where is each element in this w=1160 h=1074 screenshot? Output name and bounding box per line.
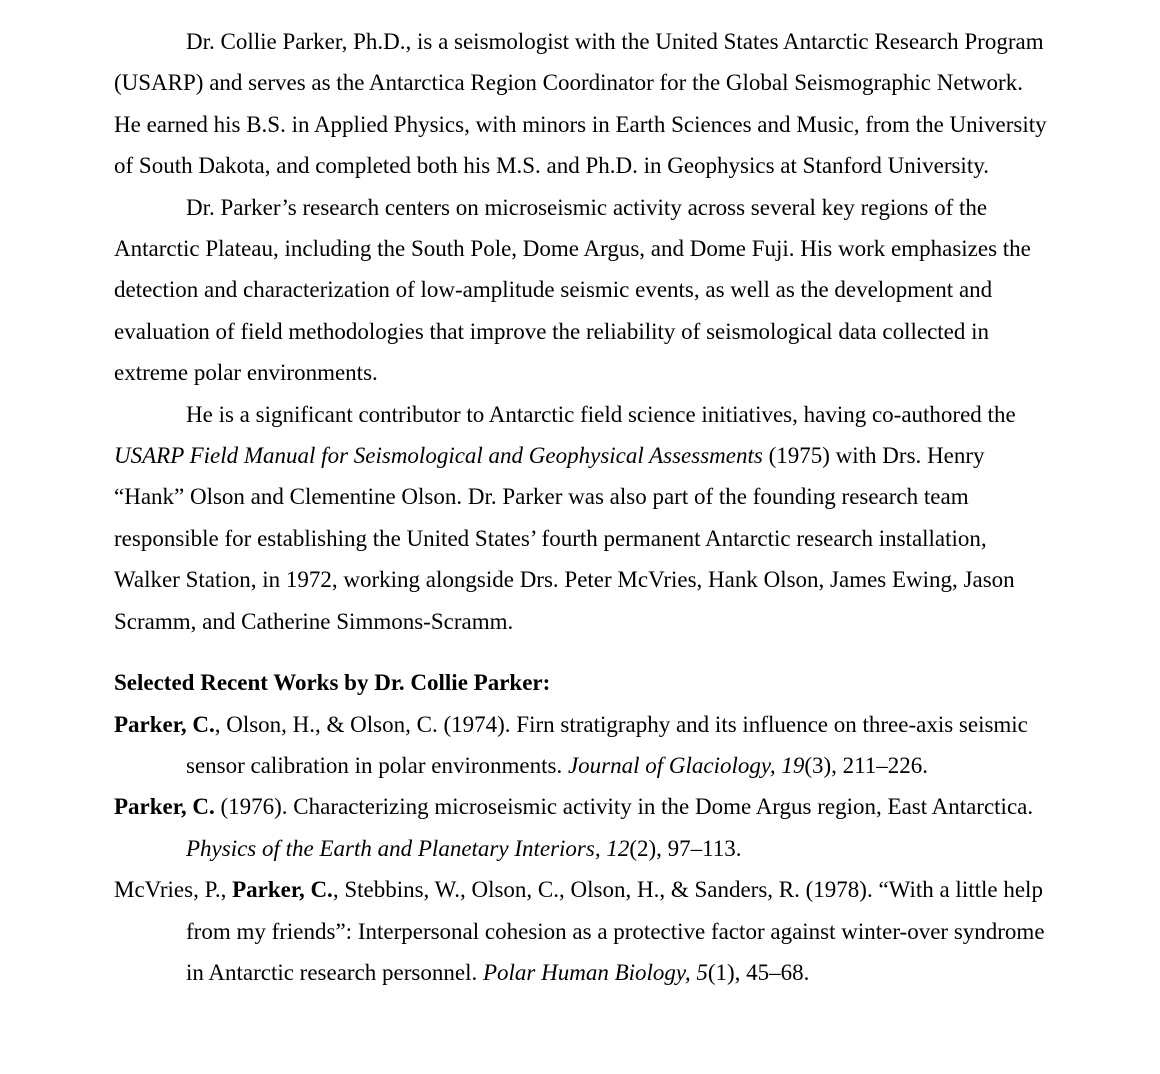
reference-issue-pages: (1), 45–68. xyxy=(707,959,810,985)
reference-item xyxy=(114,786,1054,869)
bio-paragraph-3 xyxy=(114,394,1054,642)
reference-body: , Stebbins, W., Olson, C., Olson, H., & Sanders, R. (1978). “With a little help from my friends”: Interpersonal cohesion as a protective factor against winter-over syndrome in Antarctic research personnel. xyxy=(186,877,1045,985)
reference-journal: Physics of the Earth and Planetary Interiors, 12 xyxy=(186,835,630,861)
bio-paragraph-1: Dr. Collie Parker, Ph.D., is a seismologist with the United States Antarctic Research Program (USARP) and serves as the Antarctica Region Coordinator for the Global Seismographic Network. He earned his B.S. in Applied Physics, with minors in Earth Sciences and Music, from the University of South Dakota, and completed both his M.S. and Ph.D. in Geophysics at Stanford University. xyxy=(114,29,1047,179)
reference-body: , Olson, H., & Olson, C. (1974). Firn stratigraphy and its influence on three-axis seismic sensor calibration in polar environments. xyxy=(186,711,1028,778)
bio-paragraph-3-text-end: (1975) with Drs. Henry “Hank” Olson and Clementine Olson. Dr. Parker was also part of the founding research team responsible for establishing the United States’ fourth permanent Antarctic research installation, Walker Station, in 1972, working alongside Drs. Peter McVries, Hank Olson, James Ewing, Jason Scramm, and Catherine Simmons-Scramm. xyxy=(114,443,1015,634)
bio-paragraph-2: Dr. Parker’s research centers on microseismic activity across several key regions of the Antarctic Plateau, including the South Pole, Dome Argus, and Dome Fuji. His work emphasizes the detection and characterization of low-amplitude seismic events, as well as the development and evaluation of field methodologies that improve the reliability of seismological data collected in extreme polar environments. xyxy=(114,194,1031,386)
reference-issue-pages: (3), 211–226. xyxy=(804,752,929,778)
biography-section xyxy=(114,21,1054,642)
reference-author-highlight: Parker, C. xyxy=(232,877,333,903)
reference-issue-pages: (2), 97–113. xyxy=(629,835,742,861)
references-list xyxy=(114,704,1054,994)
reference-item xyxy=(114,704,1054,787)
reference-journal: Journal of Glaciology, 19 xyxy=(567,752,805,778)
reference-author-highlight: Parker, C. xyxy=(114,711,215,737)
field-manual-title: USARP Field Manual for Seismological and Geophysical Assessments xyxy=(114,443,763,469)
bio-paragraph-3-text-start: He is a significant contributor to Antarctic field science initiatives, having co-authored the xyxy=(186,401,1016,427)
reference-body: (1976). Characterizing microseismic activity in the Dome Argus region, East Antarctica. xyxy=(214,794,1034,820)
reference-authors-lead: McVries, P., xyxy=(114,877,233,903)
selected-works-heading: Selected Recent Works by Dr. Collie Parker: xyxy=(114,670,551,696)
document-page xyxy=(114,21,1054,993)
reference-author-highlight: Parker, C. xyxy=(114,794,215,820)
reference-journal: Polar Human Biology, 5 xyxy=(482,959,708,985)
reference-item xyxy=(114,869,1054,993)
